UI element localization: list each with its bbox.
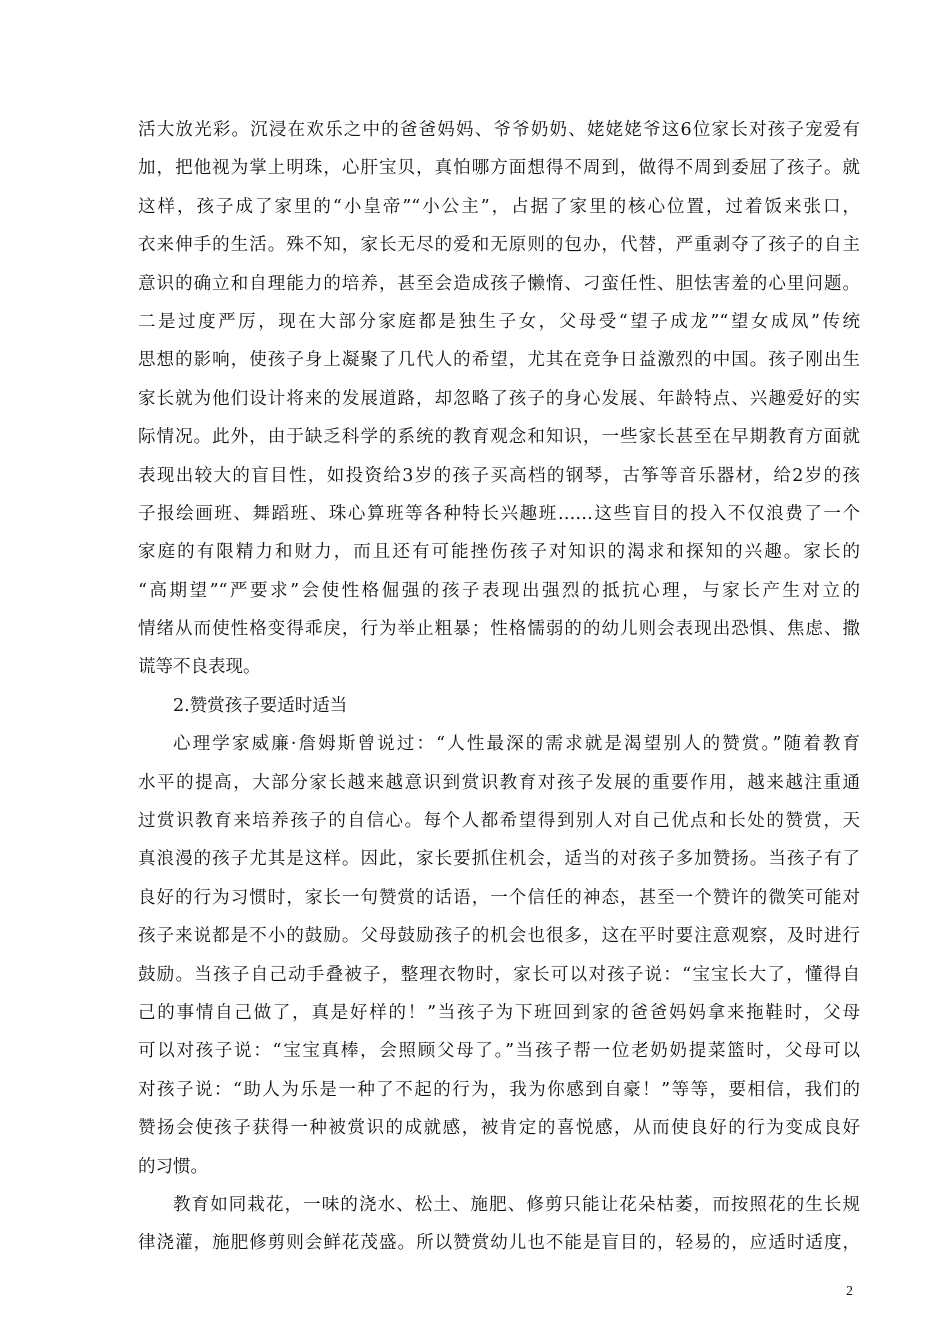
text-line: 对孩子说：“助人为乐是一种了不起的行为，我为你感到自豪！”等等，要相信，我们的 (138, 1079, 860, 1100)
text-line: 2.赞赏孩子要适时适当 (173, 695, 348, 716)
text-line: 衣来伸手的生活。殊不知，家长无尽的爱和无原则的包办，代替，严重剥夺了孩子的自主 (138, 235, 860, 256)
text-line: 活大放光彩。沉浸在欢乐之中的爸爸妈妈、爷爷奶奶、姥姥姥爷这6位家长对孩子宠爱有 (138, 120, 860, 140)
text-line: 己的事情自己做了，真是好样的！”当孩子为下班回到家的爸爸妈妈拿来拖鞋时，父母 (138, 1002, 860, 1023)
text-line: 的习惯。 (138, 1156, 208, 1177)
text-line: 际情况。此外，由于缺乏科学的系统的教育观念和知识，一些家长甚至在早期教育方面就 (138, 427, 860, 448)
text-line: 鼓励。当孩子自己动手叠被子，整理衣物时，家长可以对孩子说：“宝宝长大了，懂得自 (138, 964, 860, 985)
document-body (138, 111, 860, 1263)
text-line: 思想的影响，使孩子身上凝聚了几代人的希望，尤其在竞争日益激烈的中国。孩子刚出生 (138, 350, 860, 371)
text-line: 过赏识教育来培养孩子的自信心。每个人都希望得到别人对自己优点和长处的赞赏，天 (138, 811, 860, 832)
text-line: 二是过度严厉，现在大部分家庭都是独生子女，父母受“望子成龙”“望女成凤”传统 (138, 311, 860, 332)
text-line: 子报绘画班、舞蹈班、珠心算班等各种特长兴趣班……这些盲目的投入不仅浪费了一个 (138, 503, 860, 524)
text-line: 家长就为他们设计将来的发展道路，却忽略了孩子的身心发展、年龄特点、兴趣爱好的实 (138, 388, 860, 409)
text-line: 良好的行为习惯时，家长一句赞赏的话语，一个信任的神态，甚至一个赞许的微笑可能对 (138, 887, 860, 908)
text-line: 加，把他视为掌上明珠，心肝宝贝，真怕哪方面想得不周到，做得不周到委屈了孩子。就 (138, 158, 860, 179)
text-line: 家庭的有限精力和财力，而且还有可能挫伤孩子对知识的渴求和探知的兴趣。家长的 (138, 542, 860, 563)
text-line: 谎等不良表现。 (138, 657, 261, 678)
text-line: 真浪漫的孩子尤其是这样。因此，家长要抓住机会，适当的对孩子多加赞扬。当孩子有了 (138, 849, 860, 870)
text-line: 律浇灌，施肥修剪则会鲜花茂盛。所以赞赏幼儿也不能是盲目的，轻易的，应适时适度， (138, 1233, 860, 1254)
text-line: 赞扬会使孩子获得一种被赏识的成就感，被肯定的喜悦感，从而使良好的行为变成良好 (138, 1118, 860, 1139)
text-line: 情绪从而使性格变得乖戾，行为举止粗暴；性格懦弱的的幼儿则会表现出恐惧、焦虑、撒 (138, 619, 860, 640)
text-line: 孩子来说都是不小的鼓励。父母鼓励孩子的机会也很多，这在平时要注意观察，及时进行 (138, 926, 860, 947)
text-line: 心理学家威廉·詹姆斯曾说过：“人性最深的需求就是渴望别人的赞赏。”随着教育 (173, 734, 860, 755)
text-line: 教育如同栽花，一味的浇水、松土、施肥、修剪只能让花朵枯萎，而按照花的生长规 (173, 1194, 860, 1215)
text-line: 水平的提高，大部分家长越来越意识到赏识教育对孩子发展的重要作用，越来越注重通 (138, 772, 860, 793)
text-line: 意识的确立和自理能力的培养，甚至会造成孩子懒惰、刁蛮任性、胆怯害羞的心里问题。 (138, 273, 860, 294)
text-line: “高期望”“严要求”会使性格倔强的孩子表现出强烈的抵抗心理，与家长产生对立的 (138, 580, 860, 601)
page-number: 2 (846, 1284, 853, 1299)
text-line: 可以对孩子说：“宝宝真棒，会照顾父母了。”当孩子帮一位老奶奶提菜篮时，父母可以 (138, 1041, 860, 1062)
text-line: 表现出较大的盲目性，如投资给3岁的孩子买高档的钢琴，古筝等音乐器材，给2岁的孩 (138, 465, 860, 486)
text-line: 这样，孩子成了家里的“小皇帝”“小公主”，占据了家里的核心位置，过着饭来张口， (138, 196, 860, 217)
